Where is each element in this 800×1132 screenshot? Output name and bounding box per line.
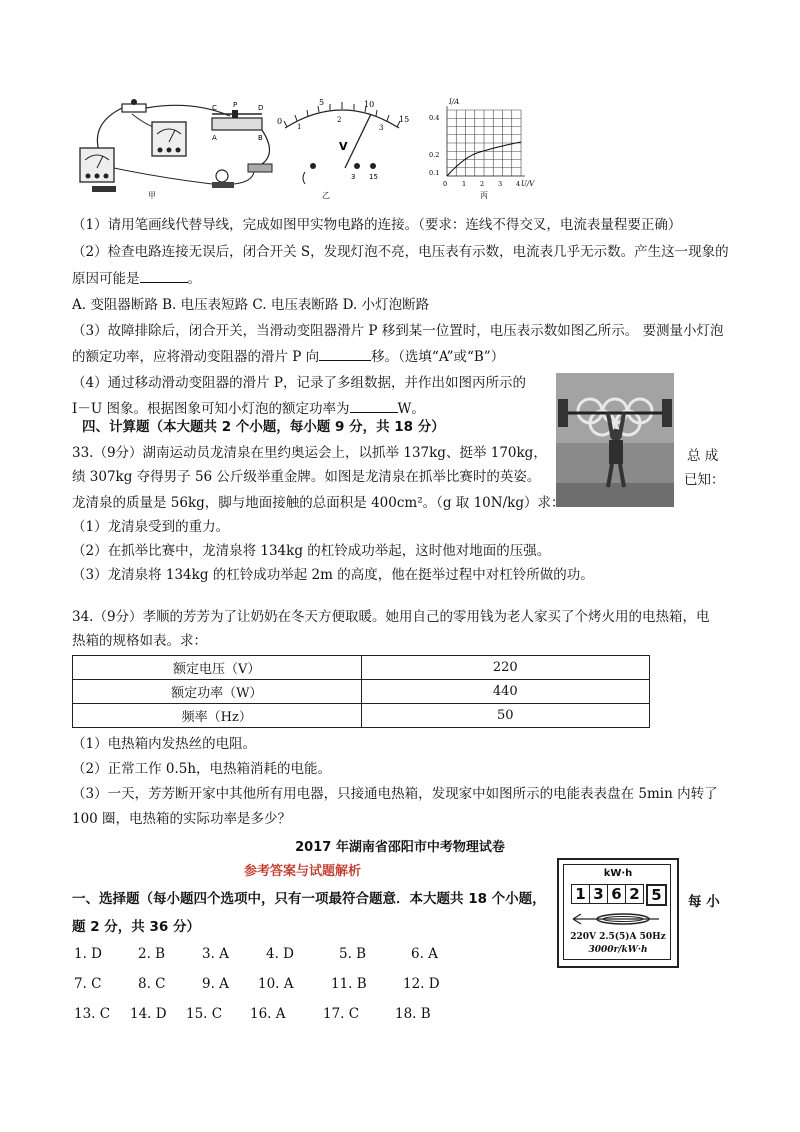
graph-xtick-0: 0 — [443, 180, 448, 188]
q33-line3: 龙清泉的质量是 56kg，脚与地面接触的总面积是 400cm²。（g 取 10N/kg）求： — [72, 495, 565, 511]
answer-item: 16. A — [250, 1006, 286, 1022]
energy-meter — [557, 858, 679, 968]
graph-ytick-02: 0.2 — [429, 151, 440, 159]
svg-text:A: A — [212, 134, 217, 142]
voltmeter-inner-3: 3 — [379, 124, 384, 132]
answer-title: 2017 年湖南省邵阳市中考物理试卷 — [295, 840, 505, 855]
answer-blank — [140, 270, 188, 283]
graph-ylabel: I/A — [449, 98, 460, 106]
answer-blank — [350, 400, 398, 413]
voltmeter-scale-0: 0 — [277, 117, 283, 126]
section4-heading: 四、计算题（本大题共 2 个小题，每小题 9 分，共 18 分） — [82, 419, 445, 435]
table-cell-value: 220 — [361, 656, 650, 680]
table-row — [73, 680, 650, 704]
q32-options: A. 变阻器断路 B. 电压表短路 C. 电压表断路 D. 小灯泡断路 — [72, 297, 430, 313]
meter-digit: 1 — [571, 884, 590, 904]
graph-xtick-2: 2 — [480, 180, 485, 188]
q32-part4-line2: I－U 图象。根据图象可知小灯泡的额定功率为 W。 — [72, 401, 425, 417]
voltmeter-terminal-15: 15 — [369, 173, 378, 181]
answer-item: 18. B — [395, 1006, 431, 1022]
voltmeter-scale-10: 10 — [364, 100, 375, 109]
voltmeter-terminal-3: 3 — [351, 173, 356, 181]
section1-heading-right: 每 小 — [688, 894, 720, 910]
figure-yi-label: 乙 — [322, 191, 330, 200]
voltmeter-inner-2: 2 — [337, 116, 342, 124]
q33-line2-right: 已知： — [684, 472, 725, 488]
answer-item: 7. C — [74, 976, 102, 992]
q34-line1: 34.（9分）孝顺的芳芳为了让奶奶在冬天方便取暖。她用自己的零用钱为老人家买了个烤火用的电热箱，电 — [72, 609, 710, 625]
answer-item: 14. D — [130, 1006, 167, 1022]
q32-part2-line1: （2）检查电路连接无误后，闭合开关 S，发现灯泡不亮，电压表有示数，电流表几乎无示数。产生这一现象的 — [72, 244, 729, 260]
voltmeter-inner-1: 1 — [297, 123, 302, 131]
table-cell-value: 440 — [361, 680, 650, 704]
q34-line2: 热箱的规格如表。求： — [72, 633, 207, 649]
answer-item: 4. D — [266, 946, 294, 962]
answer-subtitle: 参考答案与试题解析 — [244, 864, 362, 879]
answer-item: 13. C — [74, 1006, 111, 1022]
meter-digit: 6 — [608, 884, 626, 904]
table-cell-value: 50 — [361, 704, 650, 728]
meter-spec2: 3000r/kW·h — [588, 945, 648, 955]
q33-sub1: （1）龙清泉受到的重力。 — [72, 519, 230, 535]
graph-ytick-04: 0.4 — [429, 114, 440, 122]
graph-xtick-4: 4 — [516, 180, 521, 188]
svg-text:P: P — [233, 101, 238, 109]
answer-item: 12. D — [403, 976, 440, 992]
graph-xtick-1: 1 — [462, 180, 467, 188]
weightlifter-photo — [556, 373, 674, 507]
answer-item: 8. C — [138, 976, 166, 992]
figure-bing-label: 丙 — [480, 191, 488, 200]
q32-part3-line2: 的额定功率，应将滑动变阻器的滑片 P 向 移。（选填“A”或“B”） — [72, 349, 505, 365]
answer-item: 6. A — [411, 946, 438, 962]
q32-part3-line1: （3）故障排除后，闭合开关，当滑动变阻器滑片 P 移到某一位置时，电压表示数如图乙所示。 要测量小灯泡 — [72, 323, 724, 339]
q32-part4-line1: （4）通过移动滑动变阻器的滑片 P，记录了多组数据，并作出如图丙所示的 — [72, 375, 526, 391]
q34-sub2: （2）正常工作 0.5h，电热箱消耗的电能。 — [72, 761, 332, 777]
table-cell-label: 额定功率（W） — [73, 680, 362, 704]
q32-part2-line2: 原因可能是 。 — [72, 271, 201, 287]
q33-sub3: （3）龙清泉将 134kg 的杠铃成功举起 2m 的高度，他在挺举过程中对杠铃所做的功。 — [72, 567, 594, 583]
q34-sub3-line2: 100 圈，电热箱的实际功率是多少？ — [72, 811, 292, 827]
circuit-figure-jia — [72, 98, 282, 198]
svg-text:C: C — [212, 104, 217, 112]
voltmeter-scale-5: 5 — [319, 98, 325, 107]
svg-text:B: B — [258, 134, 263, 142]
answer-blank — [319, 348, 371, 361]
section1-heading2: 题 2 分，共 36 分） — [72, 919, 200, 935]
answer-item: 2. B — [138, 946, 166, 962]
meter-unit: kW·h — [603, 868, 633, 879]
answer-item: 3. A — [202, 946, 229, 962]
graph-xtick-3: 3 — [498, 180, 503, 188]
svg-text:D: D — [258, 104, 264, 112]
answer-item: 15. C — [186, 1006, 223, 1022]
table-cell-label: 频率（Hz） — [73, 704, 362, 728]
graph-ytick-01: 0.1 — [429, 169, 440, 177]
meter-digits — [571, 884, 667, 906]
answer-item: 10. A — [258, 976, 294, 992]
q33-line1-right: 总 成 — [687, 448, 719, 464]
q33-line2: 绩 307kg 夺得男子 56 公斤级举重金牌。如图是龙清泉在抓举比赛时的英姿。 — [72, 469, 541, 485]
section1-heading: 一、选择题（每小题四个选项中，只有一项最符合题意．本大题共 18 个小题， — [72, 891, 546, 907]
q34-sub1: （1）电热箱内发热丝的电阻。 — [72, 736, 257, 752]
q33-sub2: （2）在抓举比赛中，龙清泉将 134kg 的杠铃成功举起，这时他对地面的压强。 — [72, 543, 551, 559]
heater-spec-table — [72, 655, 650, 728]
voltmeter-scale-15: 15 — [399, 115, 410, 124]
answer-item: 11. B — [331, 976, 367, 992]
table-row — [73, 656, 650, 680]
meter-digit: 2 — [626, 884, 644, 904]
answer-item: 1. D — [74, 946, 102, 962]
voltmeter-symbol: V — [339, 140, 348, 153]
iu-graph-figure-bing — [425, 96, 535, 194]
q34-sub3-line1: （3）一天，芳芳断开家中其他所有用电器，只接通电热箱，发现家中如图所示的电能表表盘在 5min 内转了 — [72, 786, 718, 802]
figure-jia-label: 甲 — [148, 191, 156, 200]
voltmeter-figure-yi — [275, 96, 410, 188]
table-cell-label: 额定电压（V） — [73, 656, 362, 680]
meter-digit: 3 — [590, 884, 608, 904]
meter-disk-icon — [571, 910, 663, 928]
answer-item: 5. B — [339, 946, 367, 962]
table-row — [73, 704, 650, 728]
graph-xlabel: U/V — [521, 180, 535, 188]
meter-spec1: 220V 2.5(5)A 50Hz — [570, 932, 666, 942]
q32-part1: （1）请用笔画线代替导线，完成如图甲实物电路的连接。（要求：连线不得交叉，电流表量程要正确） — [72, 217, 682, 233]
q33-line1: 33.（9分）湖南运动员龙清泉在里约奥运会上，以抓举 137kg、挺举 170kg， — [72, 445, 547, 461]
answer-item: 9. A — [202, 976, 229, 992]
answer-item: 17. C — [323, 1006, 360, 1022]
meter-digit-decimal: 5 — [646, 884, 667, 906]
